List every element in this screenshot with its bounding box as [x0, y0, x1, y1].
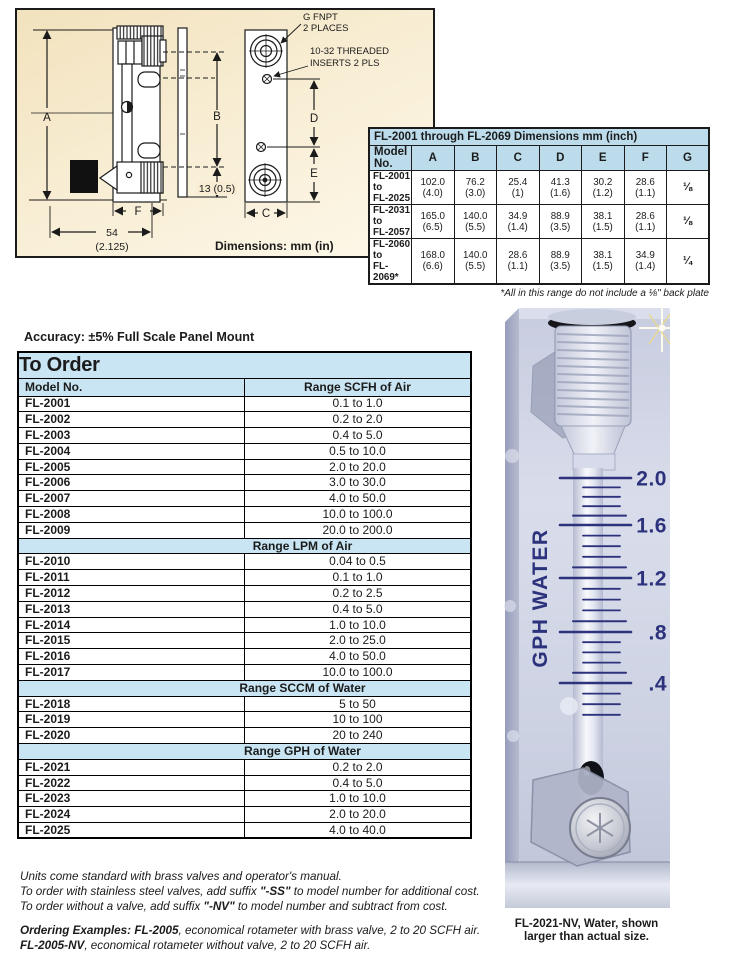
order-range-cell: 0.04 to 0.5 [245, 554, 472, 570]
order-row [18, 459, 471, 475]
drawing-labels [43, 12, 389, 253]
scale-value: .4 [648, 672, 667, 696]
order-range-cell: 10.0 to 100.0 [245, 507, 472, 523]
callout-g-fnpt-line2: 2 PLACES [303, 23, 349, 34]
order-model-cell: FL-2017 [18, 665, 245, 681]
ordering-notes [20, 869, 507, 953]
order-range-cell: 4.0 to 50.0 [245, 649, 472, 665]
order-header-row [18, 378, 471, 396]
order-model-cell: FL-2011 [18, 570, 245, 586]
scale-value: .8 [648, 621, 667, 645]
note-text: , economical rotameter without valve, 2 to 20 SCFH air. [84, 939, 371, 952]
order-section-row [18, 744, 471, 760]
dims-col-header: A [412, 146, 455, 171]
callout-threaded-line2: INSERTS 2 PLS [310, 58, 380, 69]
order-row [18, 665, 471, 681]
dims-value-cell: 88.9 (3.5) [539, 205, 582, 239]
order-section-label: Range LPM of Air [18, 538, 471, 554]
order-row [18, 522, 471, 538]
dimensions-units-note: Dimensions: mm (in) [215, 239, 334, 253]
order-model-cell: FL-2012 [18, 586, 245, 602]
dims-model-cell: FL-2031 to FL-2057 [369, 205, 412, 239]
callout-g-fnpt-line1: G FNPT [303, 12, 338, 23]
dims-row [369, 171, 709, 205]
order-model-cell: FL-2003 [18, 428, 245, 444]
dim-label-54: 54 [106, 227, 118, 239]
order-range-cell: 0.5 to 10.0 [245, 443, 472, 459]
note-text: to model number and subtract from cost. [234, 900, 448, 913]
dim-label-e: E [310, 168, 318, 180]
dims-value-cell: 28.6 (1.1) [497, 239, 540, 285]
order-range-cell: 2.0 to 25.0 [245, 633, 472, 649]
callout-threaded-line1: 10-32 THREADED [310, 46, 390, 57]
dim-label-d: D [309, 113, 319, 125]
note-emphasis: "-NV" [203, 900, 235, 913]
product-photo-flowmeter [503, 306, 670, 908]
dims-col-header: D [539, 146, 582, 171]
note-emphasis: Ordering Examples: FL-2005 [20, 924, 179, 937]
order-range-cell: 1.0 to 10.0 [245, 791, 472, 807]
order-range-cell: 10.0 to 100.0 [245, 665, 472, 681]
order-model-cell: FL-2013 [18, 601, 245, 617]
note-emphasis: FL-2005-NV [20, 939, 85, 952]
dims-g-cell: ⅛ [667, 171, 710, 205]
note-line [20, 899, 507, 914]
dims-value-cell: 140.0 (5.5) [454, 205, 497, 239]
order-row [18, 633, 471, 649]
note-text: to model number for additional cost. [290, 885, 480, 898]
dims-col-header: C [497, 146, 540, 171]
dims-value-cell: 88.9 (3.5) [539, 239, 582, 285]
note-text: To order with stainless steel valves, add suffix [20, 885, 260, 898]
dims-model-cell: FL-2060 to FL-2069* [369, 239, 412, 285]
order-row [18, 712, 471, 728]
dims-value-cell: 38.1 (1.5) [582, 205, 625, 239]
order-model-cell: FL-2015 [18, 633, 245, 649]
order-model-cell: FL-2016 [18, 649, 245, 665]
order-range-cell: 2.0 to 20.0 [245, 459, 472, 475]
dims-value-cell: 25.4 (1) [497, 171, 540, 205]
dims-value-cell: 28.6 (1.1) [624, 205, 667, 239]
dims-model-cell: FL-2001 to FL-2025 [369, 171, 412, 205]
note-text: Units come standard with brass valves and operator's manual. [20, 870, 342, 883]
order-model-cell: FL-2005 [18, 459, 245, 475]
ordering-examples [20, 923, 507, 953]
order-range-cell: 0.2 to 2.5 [245, 586, 472, 602]
dim-label-f: F [134, 206, 142, 218]
order-col-header-model: Model No. [18, 378, 245, 396]
dimensions-table-block [368, 127, 710, 299]
to-order-banner: To Order [18, 352, 471, 378]
order-range-cell: 0.2 to 2.0 [245, 759, 472, 775]
order-model-cell: FL-2022 [18, 775, 245, 791]
order-model-cell: FL-2014 [18, 617, 245, 633]
scale-value: 2.0 [636, 467, 667, 491]
order-row [18, 475, 471, 491]
order-range-cell: 2.0 to 20.0 [245, 807, 472, 823]
order-row [18, 807, 471, 823]
dims-value-cell: 102.0 (4.0) [412, 171, 455, 205]
note-text: To order without a valve, add suffix [20, 900, 204, 913]
dim-label-c: C [261, 208, 271, 220]
scale-value: 1.2 [636, 567, 667, 591]
order-range-cell: 0.4 to 5.0 [245, 428, 472, 444]
order-range-cell: 0.4 to 5.0 [245, 601, 472, 617]
order-model-cell: FL-2019 [18, 712, 245, 728]
order-model-cell: FL-2006 [18, 475, 245, 491]
dims-g-cell: ¼ [667, 239, 710, 285]
dim-label-b: B [213, 111, 221, 123]
dims-value-cell: 30.2 (1.2) [582, 171, 625, 205]
order-model-cell: FL-2025 [18, 823, 245, 839]
order-model-cell: FL-2008 [18, 507, 245, 523]
order-range-cell: 10 to 100 [245, 712, 472, 728]
flowmeter-photo-graphic [503, 306, 670, 908]
order-section-row [18, 538, 471, 554]
order-row [18, 554, 471, 570]
dim-label-13: 13 (0.5) [198, 183, 236, 195]
dims-value-cell: 140.0 (5.5) [454, 239, 497, 285]
order-row [18, 491, 471, 507]
order-row [18, 507, 471, 523]
dims-value-cell: 34.9 (1.4) [497, 205, 540, 239]
note-line [20, 869, 507, 884]
standard-notes [20, 869, 507, 914]
dims-value-cell: 38.1 (1.5) [582, 239, 625, 285]
dims-row [369, 239, 709, 285]
order-row [18, 586, 471, 602]
photo-caption [495, 917, 678, 943]
order-model-cell: FL-2002 [18, 412, 245, 428]
order-row [18, 412, 471, 428]
order-model-cell: FL-2024 [18, 807, 245, 823]
order-row [18, 428, 471, 444]
dims-value-cell: 168.0 (6.6) [412, 239, 455, 285]
order-range-cell: 1.0 to 10.0 [245, 617, 472, 633]
order-model-cell: FL-2018 [18, 696, 245, 712]
scale-unit-label: GPH WATER [529, 528, 552, 668]
dimensions-table [368, 127, 710, 285]
order-model-cell: FL-2004 [18, 443, 245, 459]
photo-caption-line2: larger than actual size. [523, 930, 649, 943]
order-model-cell: FL-2021 [18, 759, 245, 775]
dims-col-header: B [454, 146, 497, 171]
order-range-cell: 0.1 to 1.0 [245, 396, 472, 412]
order-section-label: Range GPH of Water [18, 744, 471, 760]
scale-value: 1.6 [636, 514, 667, 538]
order-range-cell: 4.0 to 50.0 [245, 491, 472, 507]
dims-value-cell: 34.9 (1.4) [624, 239, 667, 285]
dim-label-a: A [43, 112, 51, 124]
order-row [18, 791, 471, 807]
dims-value-cell: 28.6 (1.1) [624, 171, 667, 205]
note-text: , economical rotameter with brass valve, 2 to 20 SCFH air. [178, 924, 481, 937]
note-line [20, 884, 507, 899]
dims-footnote: *All in this range do not include a ⅛" back plate [500, 288, 709, 299]
order-range-cell: 0.1 to 1.0 [245, 570, 472, 586]
order-row [18, 601, 471, 617]
dims-col-header: Model No. [369, 146, 412, 171]
dims-g-cell: ⅛ [667, 205, 710, 239]
order-row [18, 396, 471, 412]
order-row [18, 570, 471, 586]
accuracy-heading: Accuracy: ±5% Full Scale Panel Mount [24, 330, 255, 344]
note-emphasis: "-SS" [259, 885, 291, 898]
dims-header-row [369, 146, 709, 171]
order-row [18, 775, 471, 791]
order-range-cell: 0.4 to 5.0 [245, 775, 472, 791]
order-range-cell: 20.0 to 200.0 [245, 522, 472, 538]
dims-value-cell: 76.2 (3.0) [454, 171, 497, 205]
back-plate-view [245, 24, 320, 218]
order-range-cell: 5 to 50 [245, 696, 472, 712]
order-range-cell: 20 to 240 [245, 728, 472, 744]
order-model-cell: FL-2001 [18, 396, 245, 412]
order-section-row [18, 680, 471, 696]
to-order-table [17, 351, 472, 839]
order-row [18, 617, 471, 633]
flowmeter-front-view [29, 26, 237, 238]
order-row [18, 649, 471, 665]
dims-col-header: G [667, 146, 710, 171]
order-model-cell: FL-2009 [18, 522, 245, 538]
dims-col-header: E [582, 146, 625, 171]
order-range-cell: 0.2 to 2.0 [245, 412, 472, 428]
dims-value-cell: 165.0 (6.5) [412, 205, 455, 239]
order-range-cell: 3.0 to 30.0 [245, 475, 472, 491]
photo-caption-line1: FL-2021-NV, Water, shown [514, 917, 659, 930]
ordering-example-line [20, 923, 507, 938]
order-row [18, 759, 471, 775]
order-section-label: Range SCCM of Water [18, 680, 471, 696]
order-row [18, 823, 471, 839]
order-col-header-range: Range SCFH of Air [245, 378, 472, 396]
order-range-cell: 4.0 to 40.0 [245, 823, 472, 839]
ordering-example-line [20, 938, 507, 953]
to-order-block [17, 351, 472, 839]
order-model-cell: FL-2007 [18, 491, 245, 507]
order-model-cell: FL-2010 [18, 554, 245, 570]
dim-label-54-inch: (2.125) [95, 241, 129, 253]
order-model-cell: FL-2023 [18, 791, 245, 807]
order-model-cell: FL-2020 [18, 728, 245, 744]
dims-value-cell: 41.3 (1.6) [539, 171, 582, 205]
dims-col-header: F [624, 146, 667, 171]
dims-table-title: FL-2001 through FL-2069 Dimensions mm (inch) [369, 128, 709, 146]
order-row [18, 696, 471, 712]
order-row [18, 728, 471, 744]
order-row [18, 443, 471, 459]
dims-row [369, 205, 709, 239]
